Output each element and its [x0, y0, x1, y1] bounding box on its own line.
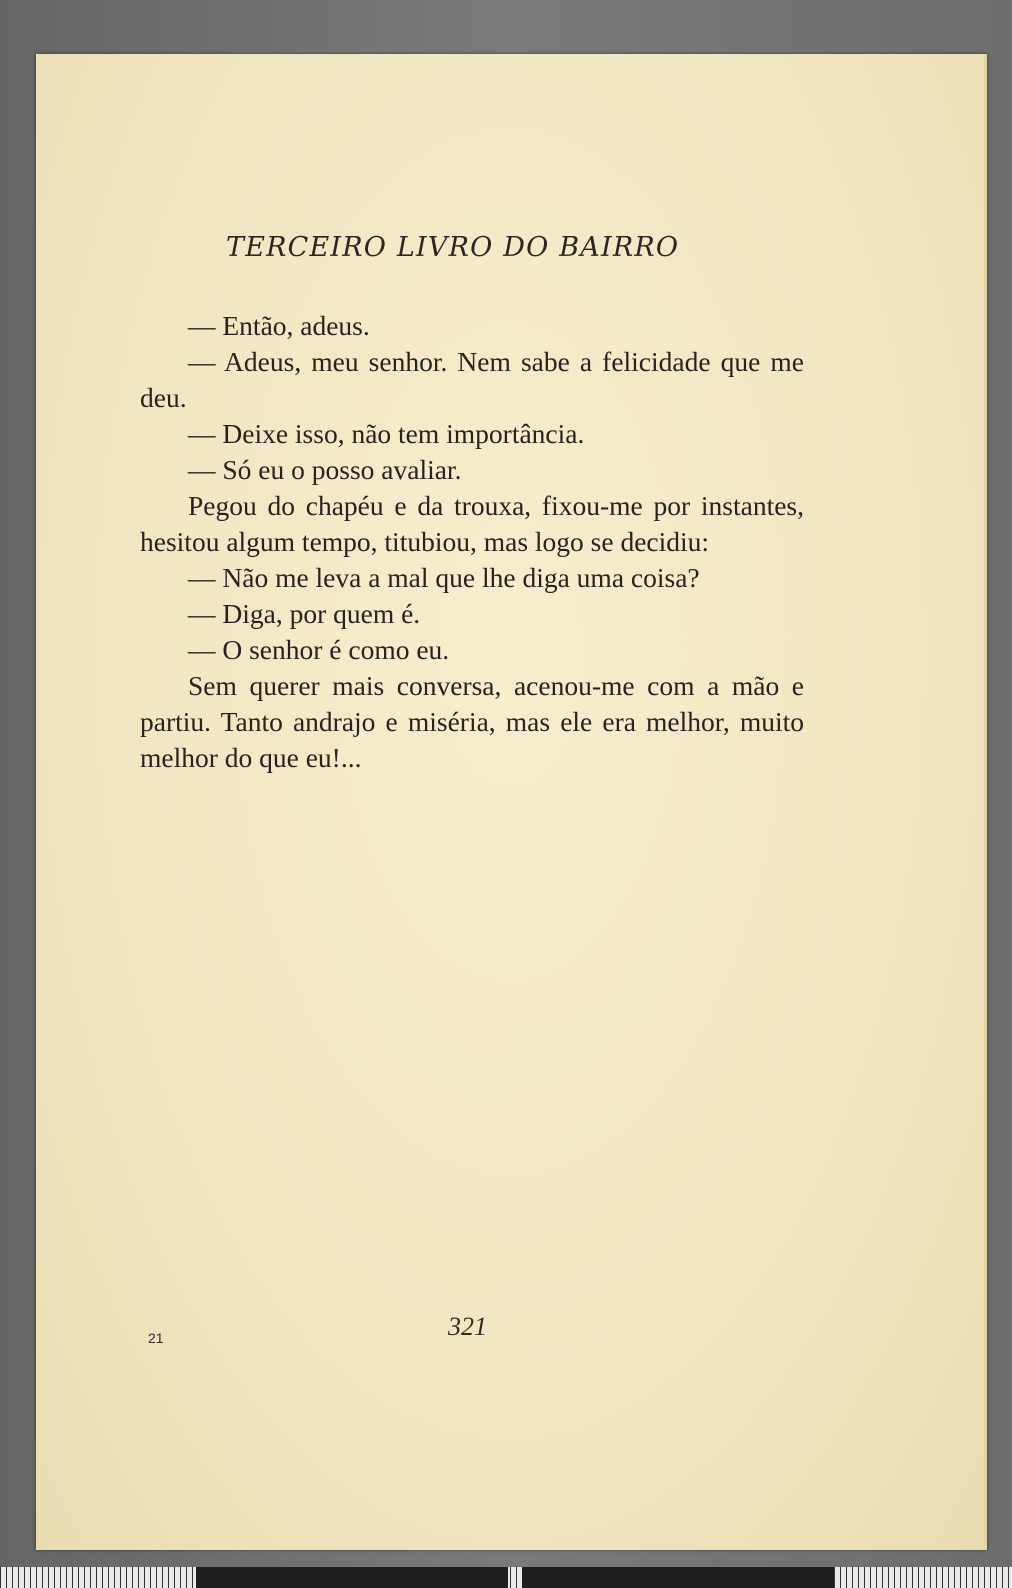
ruler-dark-segment: [522, 1567, 834, 1588]
page-number: 321: [448, 1312, 487, 1341]
ruler-dark-segment: [196, 1567, 508, 1588]
paragraph: Pegou do chapéu e da trouxa, fixou-me por instantes, hesitou algum tempo, titubiou, mas logo se decidiu:: [140, 490, 804, 557]
paragraph: — Diga, por quem é.: [188, 598, 421, 629]
paragraph: Sem querer mais conversa, acenou-me com a mão e partiu. Tanto andrajo e miséria, mas ele era melhor, muito melhor do que eu!...: [140, 670, 804, 773]
paragraph: — Só eu o posso avaliar.: [188, 454, 462, 485]
signature-mark: 21: [148, 1330, 164, 1346]
body-text: [140, 308, 804, 776]
paragraph: — Então, adeus.: [188, 310, 370, 341]
book-page: [36, 54, 987, 1550]
paragraph: — Não me leva a mal que lhe diga uma coisa?: [188, 562, 700, 593]
paragraph: — O senhor é como eu.: [188, 634, 450, 665]
paragraph: — Deixe isso, não tem importância.: [188, 418, 585, 449]
paragraph: — Adeus, meu senhor. Nem sabe a felicidade que me deu.: [140, 346, 804, 413]
running-head: TERCEIRO LIVRO DO BAIRRO: [226, 232, 680, 263]
